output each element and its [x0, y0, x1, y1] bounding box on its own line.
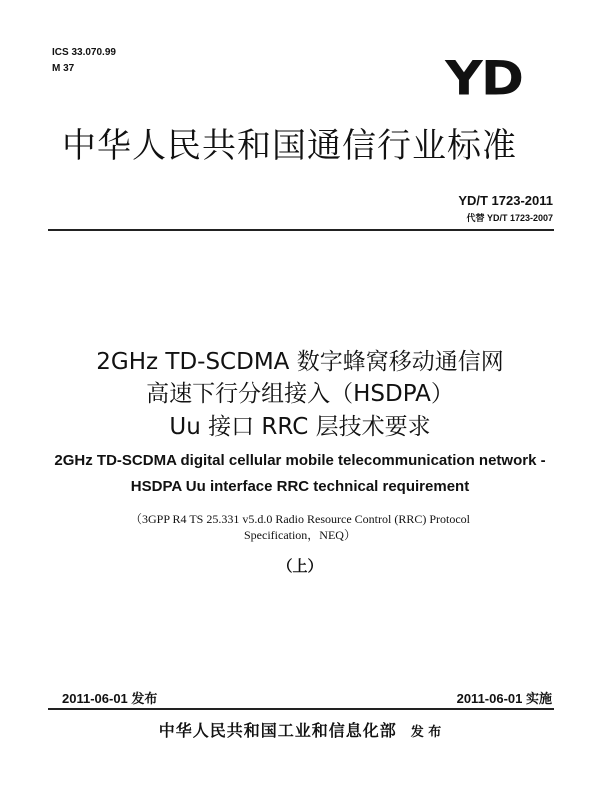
ccs-code: M 37: [52, 63, 75, 74]
title-cn-line-3: Uu 接口 RRC 层技术要求: [169, 414, 431, 440]
implementation-date: 2011-06-01 实施: [456, 691, 552, 706]
title-cn-line-2: 高速下行分组接入（HSDPA）: [146, 381, 454, 407]
standard-number: YD/T 1723-2011: [458, 193, 553, 208]
standard-category-title: 中华人民共和国通信行业标准: [62, 126, 517, 166]
yd-logo: YD: [445, 52, 522, 107]
bottom-divider: [48, 708, 554, 710]
title-en-line-1: 2GHz TD-SCDMA digital cellular mobile telecommunication network -: [54, 452, 546, 469]
volume-label: （上）: [277, 557, 323, 575]
issue-action: 发 布: [410, 725, 442, 740]
issuer-name: 中华人民共和国工业和信息化部: [158, 721, 397, 740]
issue-date: 2011-06-01 发布: [62, 691, 158, 706]
reference-note-line-2: Specification，NEQ）: [244, 528, 356, 542]
reference-note-line-1: （3GPP R4 TS 25.331 v5.d.0 Radio Resource Control (RRC) Protocol: [129, 512, 470, 526]
issuer-line: [0, 718, 600, 741]
title-cn-line-1: 2GHz TD-SCDMA 数字蜂窝移动通信网: [96, 349, 504, 375]
top-divider: [48, 229, 554, 231]
title-en-line-2: HSDPA Uu interface RRC technical requirement: [130, 478, 470, 495]
replaces-standard: 代替 YD/T 1723-2007: [466, 213, 553, 223]
ics-code: ICS 33.070.99: [52, 47, 116, 58]
